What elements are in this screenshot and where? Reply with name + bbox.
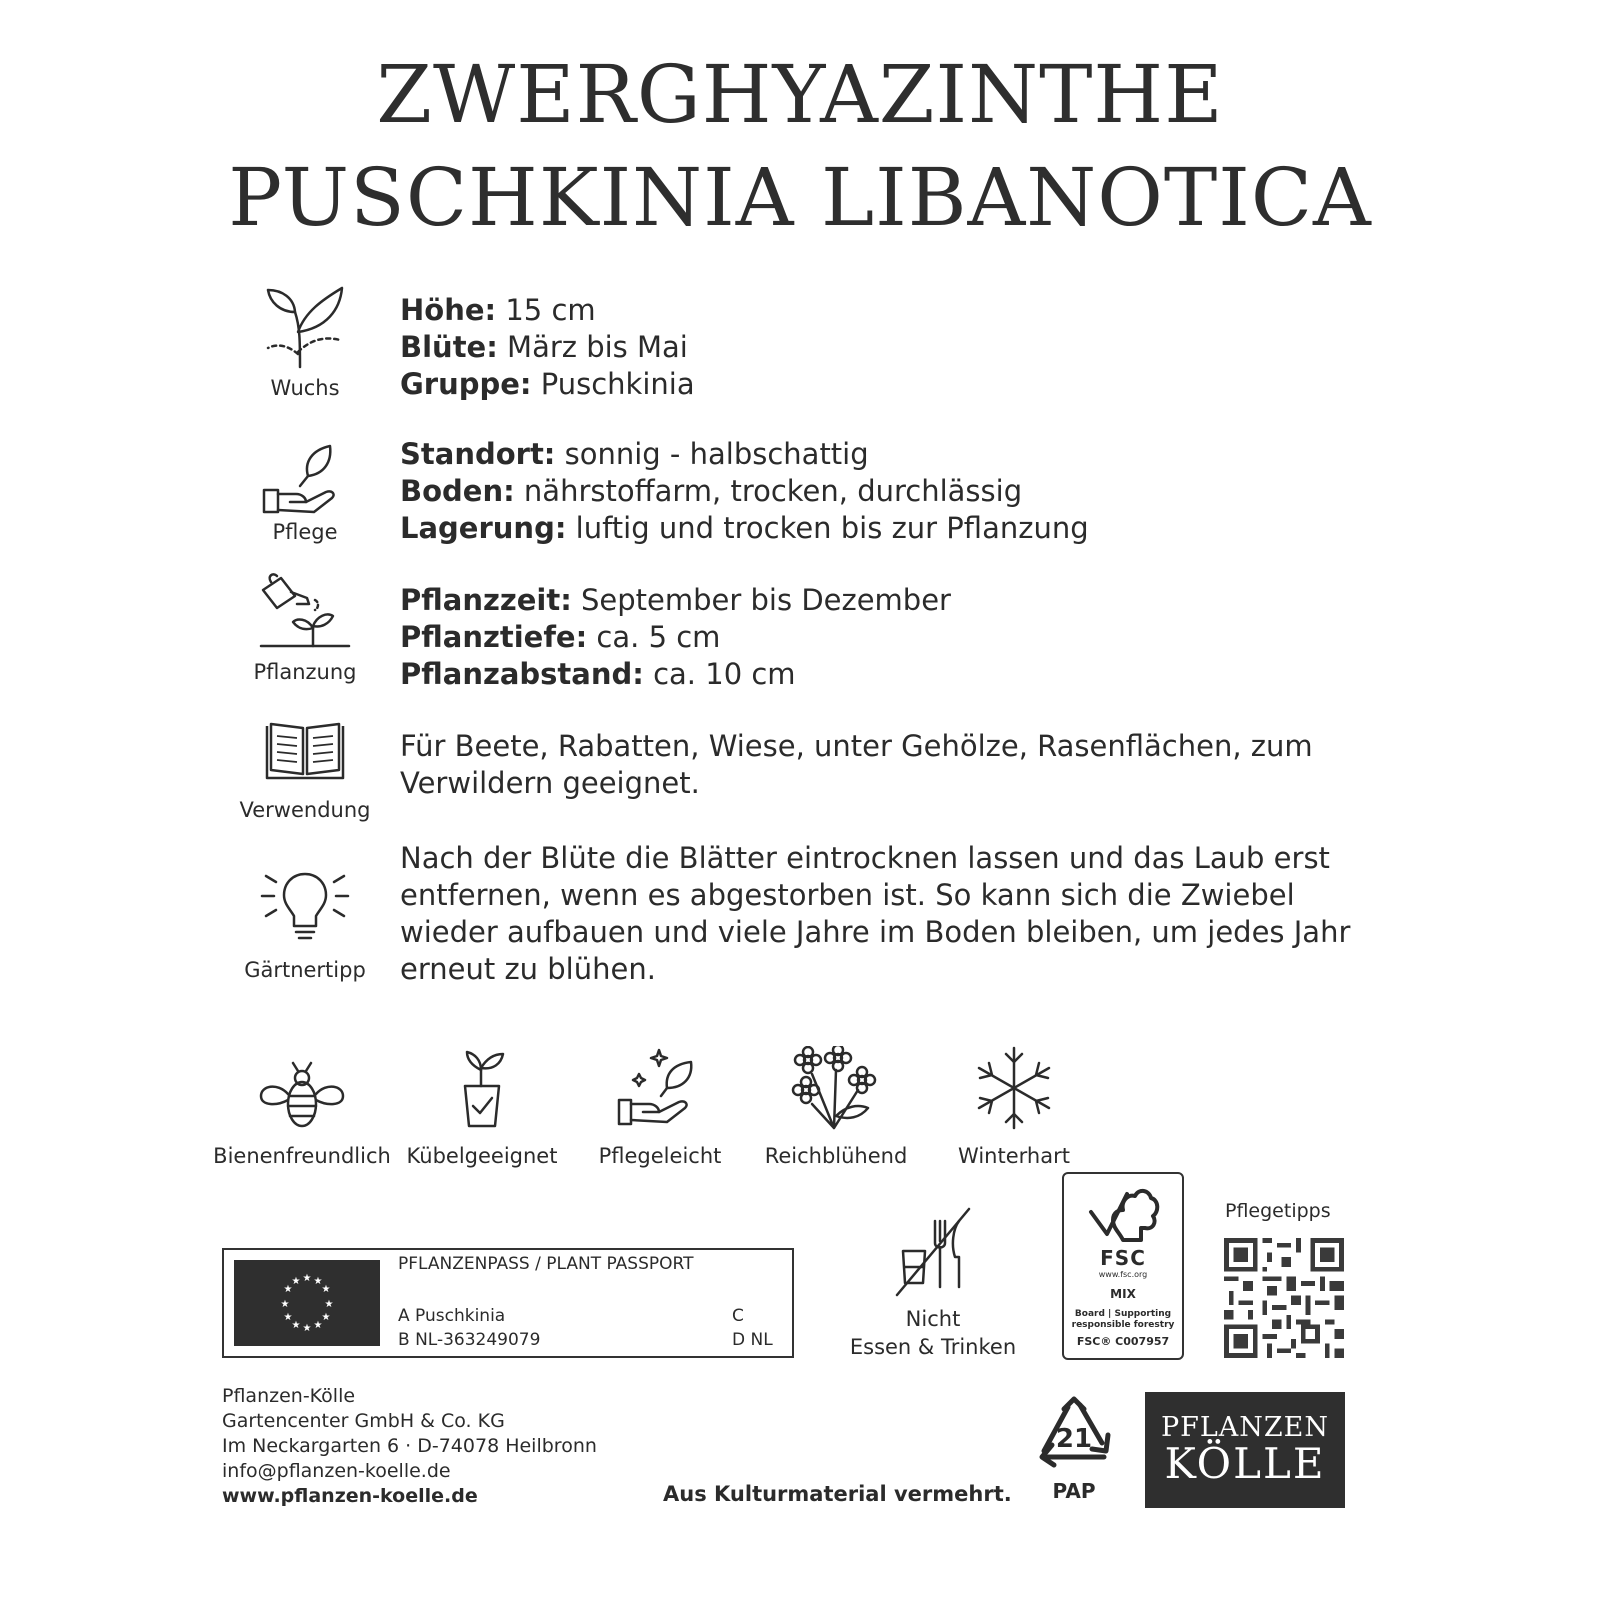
recycle-number: 21 (1055, 1424, 1093, 1454)
not-edible-notice (848, 1205, 1018, 1361)
flowers-icon (788, 1046, 884, 1130)
feature-kuebelgeeignet (392, 1060, 572, 1168)
feature-label: Kübelgeeignet (406, 1144, 558, 1168)
fsc-code: FSC® C007957 (1076, 1335, 1170, 1348)
logo-line-1: PFLANZEN (1160, 1412, 1330, 1443)
pflege-text (400, 436, 1360, 547)
feature-label: Bienenfreundlich (213, 1144, 391, 1168)
gaertnertipp-line: erneut zu blühen. (400, 952, 656, 986)
hand-leaf-icon (260, 440, 350, 516)
pflanzung-row: Pflanzabstand: ca. 10 cm (400, 657, 796, 691)
svg-text:★: ★ (324, 1299, 334, 1310)
bee-icon (257, 1060, 347, 1130)
passport-heading: PFLANZENPASS / PLANT PASSPORT (398, 1254, 694, 1274)
qr-code[interactable] (1224, 1238, 1344, 1358)
gaertnertipp-line: entfernen, wenn es abgestorben ist. So kann sich die Zwiebel (400, 878, 1295, 912)
wuchs-row: Blüte: März bis Mai (400, 330, 688, 364)
address-line: Gartencenter GmbH & Co. KG (222, 1410, 505, 1432)
lightbulb-icon (260, 868, 350, 944)
fsc-tree-check-icon (1083, 1182, 1163, 1246)
fsc-mix: MIX (1110, 1287, 1136, 1301)
gaertnertipp-line: wieder aufbauen und viele Jahre im Boden bleiben, um jedes Jahr (400, 915, 1351, 949)
svg-text:★: ★ (280, 1299, 290, 1310)
svg-text:★: ★ (321, 1284, 331, 1295)
feature-bienenfreundlich (212, 1060, 392, 1168)
qr-label: Pflegetipps (1225, 1200, 1331, 1222)
fsc-name: FSC (1100, 1246, 1146, 1270)
wuchs-text (400, 292, 1360, 403)
logo-line-2: KÖLLE (1164, 1439, 1326, 1488)
passport-a: A Puschkinia (398, 1306, 506, 1326)
not-edible-line-2: Essen & Trinken (849, 1335, 1017, 1359)
pflege-icon-group (220, 440, 390, 544)
fsc-label (1062, 1172, 1184, 1360)
gaertnertipp-icon-group (220, 868, 390, 982)
pflanzung-row: Pflanztiefe: ca. 5 cm (400, 620, 721, 654)
svg-text:★: ★ (291, 1320, 301, 1331)
passport-d: D NL (732, 1330, 773, 1350)
pflege-label: Pflege (272, 520, 338, 544)
wuchs-row: Gruppe: Puschkinia (400, 367, 695, 401)
snowflake-icon (972, 1046, 1056, 1130)
address-line: Im Neckargarten 6 · D-74078 Heilbronn (222, 1435, 597, 1457)
svg-text:★: ★ (291, 1276, 301, 1287)
website-link[interactable]: www.pflanzen-koelle.de (222, 1485, 478, 1507)
watering-can-icon (257, 570, 353, 656)
svg-text:★: ★ (283, 1284, 293, 1295)
pflanzung-row: Pflanzzeit: September bis Dezember (400, 583, 951, 617)
eu-stars (234, 1260, 380, 1346)
wuchs-label: Wuchs (270, 376, 340, 400)
title-line-1: ZWERGHYAZINTHE (376, 48, 1224, 141)
pflanzung-icon-group (220, 570, 390, 684)
recycle-code: PAP (1052, 1479, 1096, 1503)
pflege-row: Standort: sonnig - halbschattig (400, 437, 869, 471)
verwendung-text (400, 728, 1360, 802)
section-gaertnertipp (220, 840, 1420, 990)
brand-logo (1145, 1392, 1345, 1508)
gaertnertipp-text (400, 840, 1360, 988)
book-icon (263, 720, 347, 784)
section-pflege (220, 437, 1420, 560)
not-edible-line-1: Nicht (905, 1307, 961, 1331)
company-address (222, 1384, 597, 1509)
potted-plant-icon (437, 1046, 527, 1130)
feature-reichbluehend (746, 1060, 926, 1168)
feature-row (213, 1060, 1120, 1190)
wuchs-icon-group (220, 282, 390, 400)
svg-text:★: ★ (302, 1323, 312, 1334)
svg-text:★: ★ (283, 1312, 293, 1323)
fsc-desc-2: responsible forestry (1071, 1320, 1175, 1330)
feature-label: Reichblühend (764, 1144, 908, 1168)
gaertnertipp-line: Nach der Blüte die Blätter eintrocknen lassen und das Laub erst (400, 841, 1330, 875)
section-wuchs (220, 282, 1420, 412)
passport-c: C (732, 1306, 744, 1326)
passport-b: B NL-363249079 (398, 1330, 541, 1350)
svg-text:★: ★ (302, 1273, 312, 1284)
svg-text:★: ★ (321, 1312, 331, 1323)
email-link[interactable]: info@pflanzen-koelle.de (222, 1460, 451, 1482)
hand-sparkle-leaf-icon (615, 1046, 705, 1130)
svg-text:★: ★ (313, 1276, 323, 1287)
feature-pflegeleicht (570, 1060, 750, 1168)
section-pflanzung (220, 570, 1420, 700)
title-line-2: PUSCHKINIA LIBANOTICA (228, 151, 1372, 244)
section-verwendung (220, 720, 1420, 830)
verwendung-icon-group (220, 720, 390, 822)
pflege-row: Lagerung: luftig und trocken bis zur Pflanzung (400, 511, 1089, 545)
feature-label: Winterhart (958, 1144, 1070, 1168)
plant-passport (222, 1248, 794, 1358)
wuchs-row: Höhe: 15 cm (400, 293, 596, 327)
address-line: Pflanzen-Kölle (222, 1385, 356, 1407)
pflege-row: Boden: nährstoffarm, trocken, durchlässig (400, 474, 1023, 508)
feature-label: Pflegeleicht (598, 1144, 722, 1168)
verwendung-line: Für Beete, Rabatten, Wiese, unter Gehölze, Rasenflächen, zum (400, 729, 1313, 763)
fsc-url: www.fsc.org (1098, 1270, 1148, 1279)
recycle-icon (1026, 1395, 1122, 1483)
recycling-symbol (1024, 1395, 1124, 1503)
plant-icon (260, 282, 350, 372)
verwendung-line: Verwildern geeignet. (400, 766, 700, 800)
pflanzung-label: Pflanzung (253, 660, 357, 684)
fsc-desc-1: Board | Supporting (1074, 1309, 1172, 1319)
gaertnertipp-label: Gärtnertipp (244, 958, 366, 982)
culture-material-note: Aus Kulturmaterial vermehrt. (663, 1482, 1012, 1506)
no-food-drink-icon (883, 1205, 983, 1305)
svg-text:★: ★ (313, 1320, 323, 1331)
verwendung-label: Verwendung (239, 798, 371, 822)
pflanzung-text (400, 582, 1360, 693)
eu-flag-icon (234, 1260, 380, 1346)
feature-winterhart (924, 1060, 1104, 1168)
